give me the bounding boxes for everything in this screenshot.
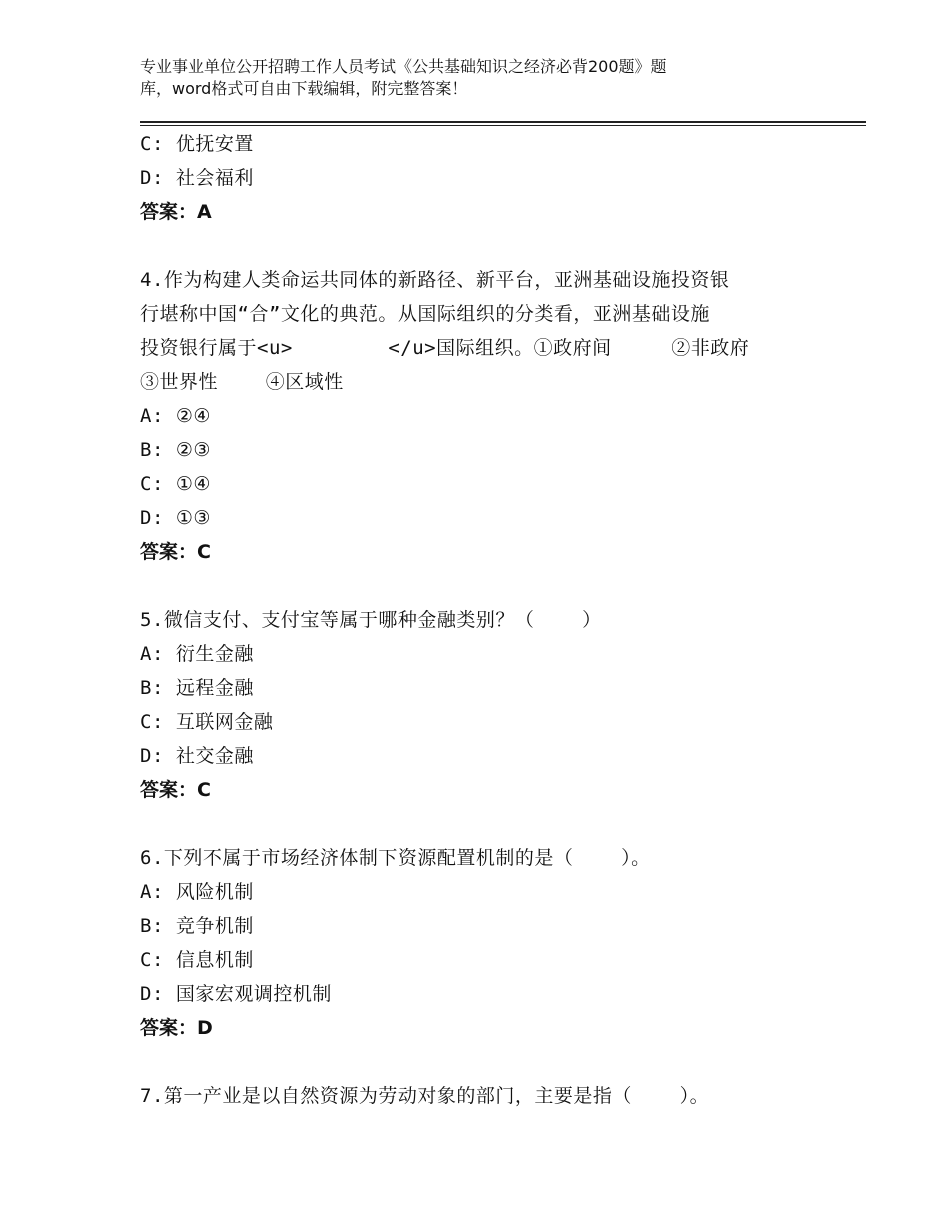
question-text-line: 7.第一产业是以自然资源为劳动对象的部门，主要是指（ ）。 (140, 1085, 710, 1107)
answer-line: 答案：A (140, 201, 212, 223)
option-c: C: 信息机制 (140, 949, 254, 971)
option-d: D: ①③ (140, 507, 211, 529)
document-body (140, 127, 840, 1113)
header-rule-thin (140, 125, 866, 126)
question-7 (140, 1079, 840, 1113)
question-text-line: 4.作为构建人类命运共同体的新路径、新平台，亚洲基础设施投资银 (140, 269, 730, 291)
option-d: D: 社会福利 (140, 167, 254, 189)
spacer (140, 229, 840, 263)
option-a: A: 风险机制 (140, 881, 254, 903)
question-5 (140, 603, 840, 807)
header-rule-thick (140, 121, 866, 123)
spacer (140, 807, 840, 841)
header-line-2: 库，word格式可自由下载编辑，附完整答案！ (140, 79, 468, 98)
option-b: B: ②③ (140, 439, 211, 461)
question-text-line: 5.微信支付、支付宝等属于哪种金融类别？（ ） (140, 609, 602, 631)
answer-line: 答案：C (140, 779, 211, 801)
option-c: C: ①④ (140, 473, 211, 495)
spacer (140, 1045, 840, 1079)
question-6 (140, 841, 840, 1045)
option-a: A: ②④ (140, 405, 211, 427)
question-text-line: 行堪称中国“合”文化的典范。从国际组织的分类看，亚洲基础设施 (140, 303, 710, 325)
header-line-1: 专业事业单位公开招聘工作人员考试《公共基础知识之经济必背200题》题 (140, 57, 667, 76)
option-b: B: 远程金融 (140, 677, 254, 699)
option-d: D: 社交金融 (140, 745, 254, 767)
option-a: A: 衍生金融 (140, 643, 254, 665)
answer-line: 答案：C (140, 541, 211, 563)
answer-line: 答案：D (140, 1017, 213, 1039)
option-d: D: 国家宏观调控机制 (140, 983, 332, 1005)
spacer (140, 569, 840, 603)
question-prev (140, 127, 840, 229)
question-text-line: ③世界性 ④区域性 (140, 371, 344, 393)
option-c: C: 优抚安置 (140, 133, 254, 155)
question-text-line: 投资银行属于<u> </u>国际组织。①政府间 ②非政府 (140, 337, 750, 359)
option-c: C: 互联网金融 (140, 711, 274, 733)
question-text-line: 6.下列不属于市场经济体制下资源配置机制的是（ ）。 (140, 847, 651, 869)
option-b: B: 竞争机制 (140, 915, 254, 937)
document-header (140, 56, 780, 100)
question-4 (140, 263, 840, 569)
